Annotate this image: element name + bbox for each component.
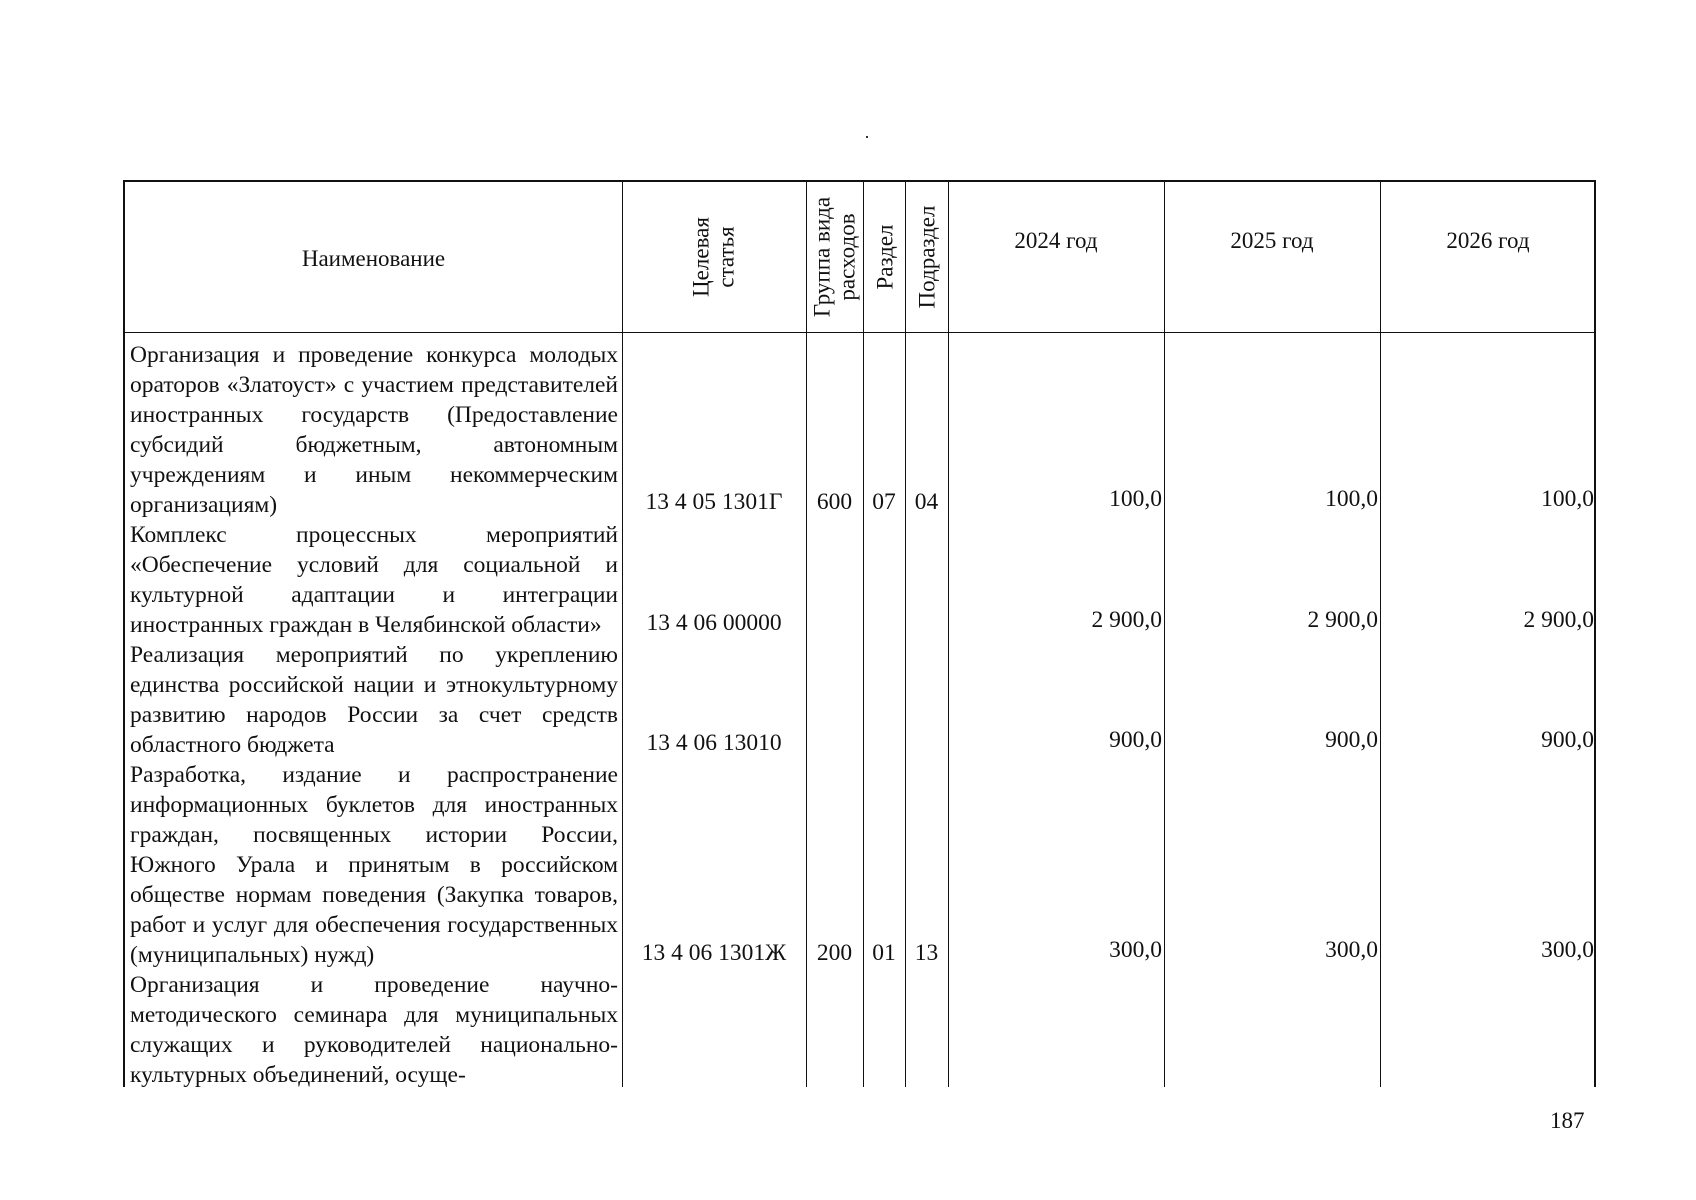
header-group: Группа вида расходов (809, 196, 860, 318)
row-4-group: 200 (816, 940, 853, 966)
row-1-2024: 100,0 (1109, 486, 1162, 512)
row-2-name: Комплекс процессных мероприятий «Обеспечение условий для социальной и культурной адаптации и интеграции иностранных граждан в Челябинской области» (130, 522, 618, 638)
header-bottom-rule (123, 332, 1596, 333)
row-1-code: 13 4 05 1301Г (645, 489, 783, 515)
row-4-2024: 300,0 (1109, 937, 1162, 963)
row-1-group: 600 (816, 489, 853, 515)
row-2-2024: 2 900,0 (1091, 607, 1162, 633)
header-2026: 2026 год (1446, 228, 1530, 253)
row-3-2026: 900,0 (1541, 727, 1594, 753)
row-1-2026: 100,0 (1541, 486, 1594, 512)
col-divider-7 (1380, 180, 1381, 1087)
row-2-2025: 2 900,0 (1307, 607, 1378, 633)
row-4-2025: 300,0 (1325, 937, 1378, 963)
row-4-subsection: 13 (914, 940, 939, 966)
row-3-code: 13 4 06 13010 (646, 730, 782, 756)
row-1-name: Организация и проведение конкурса молодых ораторов «Златоуст» с участием представителей иностранных государств (Предоставление субсидий бюджетным, автономным учреждениям и иным некоммерческим организациям) (130, 342, 618, 518)
row-2-2026: 2 900,0 (1523, 607, 1594, 633)
row-5-name: Организация и проведение научно-методического семинара для муниципальных служащих и руководителей национально-культурных объединений, осуще- (130, 972, 618, 1088)
row-4-section: 01 (872, 940, 896, 966)
header-2025: 2025 год (1230, 228, 1314, 253)
row-1-2025: 100,0 (1325, 486, 1378, 512)
scan-dot (866, 136, 868, 138)
header-2024: 2024 год (1014, 228, 1098, 253)
header-subsection: Подраздел (914, 205, 940, 309)
col-divider-6 (1164, 180, 1165, 1087)
row-2-code: 13 4 06 00000 (646, 610, 782, 636)
row-1-subsection: 04 (914, 489, 939, 515)
col-divider-5 (948, 180, 949, 1087)
header-section: Раздел (872, 224, 898, 290)
header-name: Наименование (301, 246, 446, 271)
page-number: 187 (1550, 1108, 1585, 1133)
row-4-2026: 300,0 (1541, 937, 1594, 963)
row-3-2025: 900,0 (1325, 727, 1378, 753)
row-1-section: 07 (872, 489, 896, 515)
row-3-2024: 900,0 (1109, 727, 1162, 753)
header-target: Целевая статья (688, 217, 739, 297)
row-3-name: Реализация мероприятий по укреплению единства российской нации и этнокультурному развитию народов России за счет средств областного бюджета (130, 642, 618, 758)
col-divider-1 (622, 180, 623, 1087)
row-4-code: 13 4 06 1301Ж (641, 940, 787, 966)
row-4-name: Разработка, издание и распространение информационных буклетов для иностранных граждан, посвященных истории России, Южного Урала и принятым в российском обществе нормам поведения (Закупка товаров, работ и услуг для обеспечения государственных (муниципальных) нужд) (130, 762, 618, 968)
